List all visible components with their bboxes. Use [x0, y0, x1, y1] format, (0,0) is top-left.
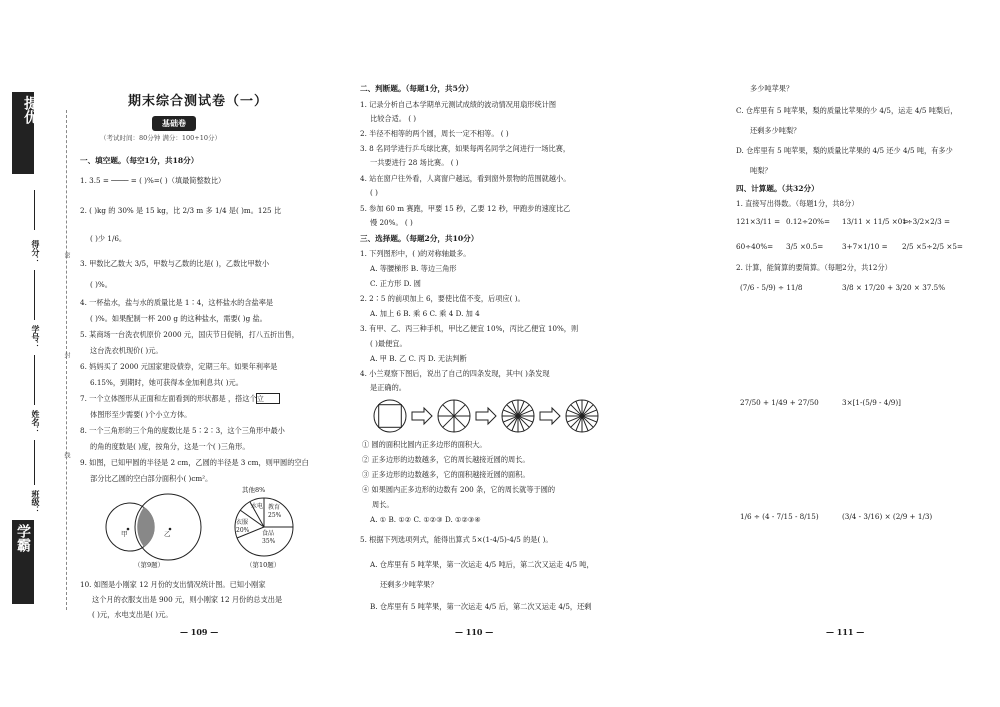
pie-label-other: 其他8% — [242, 486, 266, 494]
judge-line: 慢 20%。 ( ) — [370, 218, 413, 227]
calc-expression: (7/6 - 5/9) ÷ 11/8 — [740, 283, 803, 292]
finding-line: 周长。 — [372, 500, 394, 509]
calc-item: 60÷40%= — [736, 242, 774, 251]
calc2-title: 2. 计算，能简算的要简算。（每题2分，共12分） — [736, 263, 892, 272]
question-line: 1. 3.5 = ──── = ( )%=( )（填最简整数比） — [80, 176, 226, 185]
arrow-icon — [540, 408, 560, 424]
choice-line: 3. 有甲、乙、丙三种手机，甲比乙便宜 10%，丙比乙便宜 10%，则 — [360, 324, 579, 333]
question-line: ( )%。如果配制一杯 200 g 的这种盐水，需要( )g 盐。 — [90, 314, 267, 323]
question-line: 5. 某商场一台洗衣机原价 2000 元，国庆节日促销，打八五折出售， — [80, 330, 299, 339]
pie-label-food: 食品 35% — [262, 530, 276, 545]
calc-item: 3/5 ×0.5= — [786, 242, 824, 251]
arrow-icon — [412, 408, 432, 424]
finding-line: ④ 如果圆内正多边形的边数有 200 条，它的周长就等于圆的 — [362, 485, 556, 494]
choice-line: A. 等腰梯形 B. 等边三角形 — [370, 264, 457, 273]
name-field-label: 姓名： — [31, 410, 40, 434]
judge-line: 一共要进行 28 场比赛。 ( ) — [370, 158, 459, 167]
question-line: 10. 如图是小刚家 12 月份的支出情况统计图。已知小刚家 — [80, 580, 266, 589]
pie-label-clothes: 衣服 20% — [236, 519, 250, 534]
page-number: — 109 — — [180, 627, 219, 637]
circle-with-octagon — [438, 400, 470, 432]
judge-line: 5. 参加 60 m 赛跑，甲要 15 秒，乙要 12 秒，甲跑步的速度比乙 — [360, 204, 571, 213]
question-line: 这个月的衣服支出是 900 元，则小刚家 12 月份的总支出是 — [92, 595, 283, 604]
field-line — [34, 190, 35, 230]
choice-line: 4. 小兰观察下图后，说出了自己的四条发现，其中( )条发现 — [360, 369, 550, 378]
label-yi: 乙 — [164, 530, 171, 538]
student-no-field-label: 学号： — [31, 325, 40, 349]
field-line — [34, 355, 35, 405]
brand-bottom: 学霸 — [15, 524, 31, 552]
question-line: 3. 甲数比乙数大 3/5，甲数与乙数的比是( )，乙数比甲数小 — [80, 259, 270, 268]
calc-expression: 3×[1-(5/9 - 4/9)] — [842, 398, 901, 407]
calc-item: 13/11 × 11/5 ×0= — [842, 217, 909, 226]
view-shape-rect — [256, 393, 280, 404]
question-line: ( )少 1/6。 — [90, 234, 127, 243]
question-line: 7. 一个立体图形从正面和左面看到的形状都是 ，搭这个立 — [80, 394, 264, 403]
circle-with-16gon — [502, 400, 534, 432]
calc-item: 121×3/11 = — [736, 217, 781, 226]
pie-label-utilities: 水电 — [251, 503, 264, 510]
page-number: — 111 — — [826, 627, 865, 637]
judge-line: 2. 半径不相等的两个圆，周长一定不相等。 ( ) — [360, 129, 509, 138]
brand-top: 提优 — [22, 96, 38, 124]
q5-line: B. 仓库里有 5 吨苹果，第一次运走 4/5 后，第二次又运走 4/5，还剩 — [370, 602, 592, 611]
finding-line: ③ 正多边形的边数越多，它的面积越接近圆的面积。 — [362, 470, 530, 479]
question-line: 9. 如图，已知甲圆的半径是 2 cm，乙圆的半径是 3 cm，则甲圆的空白 — [80, 458, 309, 467]
seal-char: 密 — [63, 252, 70, 258]
question-line: 4. 一杯盐水，盐与水的质量比是 1∶4，这杯盐水的含盐率是 — [80, 298, 274, 307]
brand-top-block — [12, 92, 38, 174]
choice-line: 2. 2∶5 的前项加上 6，要使比值不变，后项应( )。 — [360, 294, 525, 303]
option-line: 吨梨？ — [750, 166, 772, 175]
calc-expression: 27/50 + 1/49 + 27/50 — [740, 398, 819, 407]
field-line — [34, 270, 35, 320]
overlap-region — [137, 507, 154, 547]
section-calc: 四、计算题。（共32分） — [736, 184, 819, 193]
q5-line: 5. 根据下列选项列式，能得出算式 5×(1-4/5)-4/5 的是( )。 — [360, 535, 553, 544]
question-line: 的角的度数是( )度，按角分，这是一个( )三角形。 — [90, 442, 250, 451]
class-field-label: 班级： — [31, 490, 40, 514]
fig10-caption: （第10题） — [246, 561, 281, 569]
fig9-caption: （第9题） — [134, 561, 165, 569]
option-line: D. 仓库里有 5 吨苹果，梨的质量比苹果的 4/5 还少 4/5 吨，有多少 — [736, 146, 953, 155]
choice-line: A. 加上 6 B. 乘 6 C. 乘 4 D. 加 4 — [370, 309, 480, 318]
seal-char: 线 — [63, 452, 70, 458]
question-line: 部分比乙圆的空白部分面积小( )cm²。 — [90, 474, 213, 483]
pie-label-education: 教育 25% — [268, 504, 282, 519]
calc-item: 3+7×1/10 = — [842, 242, 888, 251]
question-line: 6. 妈妈买了 2000 元国家建设债券，定期三年。如果年利率是 — [80, 362, 278, 371]
section-fill-blank: 一、填空题。（每空1分，共18分） — [80, 156, 199, 165]
question-line: 体图形至少需要( )个小立方体。 — [90, 410, 192, 419]
finding-line: ② 正多边形的边数越多，它的周长越接近圆的周长。 — [362, 455, 530, 464]
arrow-icon — [476, 408, 496, 424]
fig9-circles — [100, 492, 210, 562]
choice-line: C. 正方形 D. 圆 — [370, 279, 421, 288]
level-badge: 基础卷 — [152, 116, 196, 131]
circle-with-many-sides — [566, 400, 598, 432]
judge-line: ( ) — [370, 188, 378, 197]
brand-bottom-block — [12, 520, 34, 604]
q5-line: 还剩多少吨苹果？ — [380, 580, 438, 589]
judge-line: 比较合适。 ( ) — [370, 114, 417, 123]
calc-expression: (3/4 - 3/16) × (2/9 + 1/3) — [842, 512, 933, 521]
finding-line: ① 圆的面积比圆内正多边形的面积大。 — [362, 440, 487, 449]
judge-line: 3. 8 名同学进行乒乓球比赛，如果每两名同学之间进行一场比赛， — [360, 144, 571, 153]
choice-line: 是正确的。 — [370, 383, 406, 392]
polygon-sequence-figure — [372, 397, 612, 435]
judge-line: 4. 站在窗户往外看，人离窗户越远，看到窗外景物的范围就越小。 — [360, 174, 571, 183]
section-judge: 二、判断题。（每题1分，共5分） — [360, 84, 474, 93]
finding-line: A. ① B. ①② C. ①②③ D. ①②③④ — [370, 515, 481, 524]
score-field-label: 得分： — [31, 240, 40, 264]
question-line: 8. 一个三角形的三个角的度数比是 5∶2∶3，这个三角形中最小 — [80, 426, 285, 435]
label-jia: 甲 — [121, 530, 128, 538]
choice-line: 1. 下列图形中，( )的对称轴最多。 — [360, 249, 471, 258]
seal-line — [66, 110, 67, 610]
page-number: — 110 — — [455, 627, 494, 637]
question-line: ( )元，水电支出是( )元。 — [92, 610, 173, 619]
field-line — [34, 440, 35, 485]
question-line: 6.15%，到期时，她可获得本金加利息共( )元。 — [90, 378, 243, 387]
question-line: ( )%。 — [90, 280, 112, 289]
calc-expression: 1/6 ÷ (4 - 7/15 - 8/15) — [740, 512, 819, 521]
question-line: 这台洗衣机现价( )元。 — [90, 346, 163, 355]
option-line: 多少吨苹果？ — [750, 84, 794, 93]
judge-line: 1. 记录分析自己本学期单元测试成绩的波动情况用扇形统计图 — [360, 100, 557, 109]
circle-with-square — [374, 400, 406, 432]
exam-info: （考试时间：80分钟 满分：100+10分） — [100, 134, 221, 142]
calc-item: 0.12÷20%= — [786, 217, 831, 226]
seal-char: 封 — [63, 352, 70, 358]
calc-item: 1÷3/2×2/3 = — [902, 217, 951, 226]
page-title: 期末综合测试卷（一） — [128, 94, 269, 109]
section-choice: 三、选择题。（每题2分，共10分） — [360, 234, 479, 243]
option-line: C. 仓库里有 5 吨苹果，梨的质量比苹果的少 4/5，运走 4/5 吨梨后， — [736, 106, 958, 115]
option-line: 还剩多少吨梨？ — [750, 126, 801, 135]
choice-line: A. 甲 B. 乙 C. 丙 D. 无法判断 — [370, 354, 467, 363]
calc1-title: 1. 直接写出得数。（每题1分，共8分） — [736, 199, 859, 208]
calc-expression: 3/8 × 17/20 + 3/20 × 37.5% — [842, 283, 946, 292]
calc-item: 2/5 ×5÷2/5 ×5= — [902, 242, 963, 251]
q5-line: A. 仓库里有 5 吨苹果，第一次运走 4/5 吨后，第二次又运走 4/5 吨， — [370, 560, 594, 569]
choice-line: ( )最便宜。 — [370, 339, 407, 348]
question-line: 2. ( )kg 的 30% 是 15 kg，比 2/3 m 多 1/4 是( )m。125 比 — [80, 206, 282, 215]
